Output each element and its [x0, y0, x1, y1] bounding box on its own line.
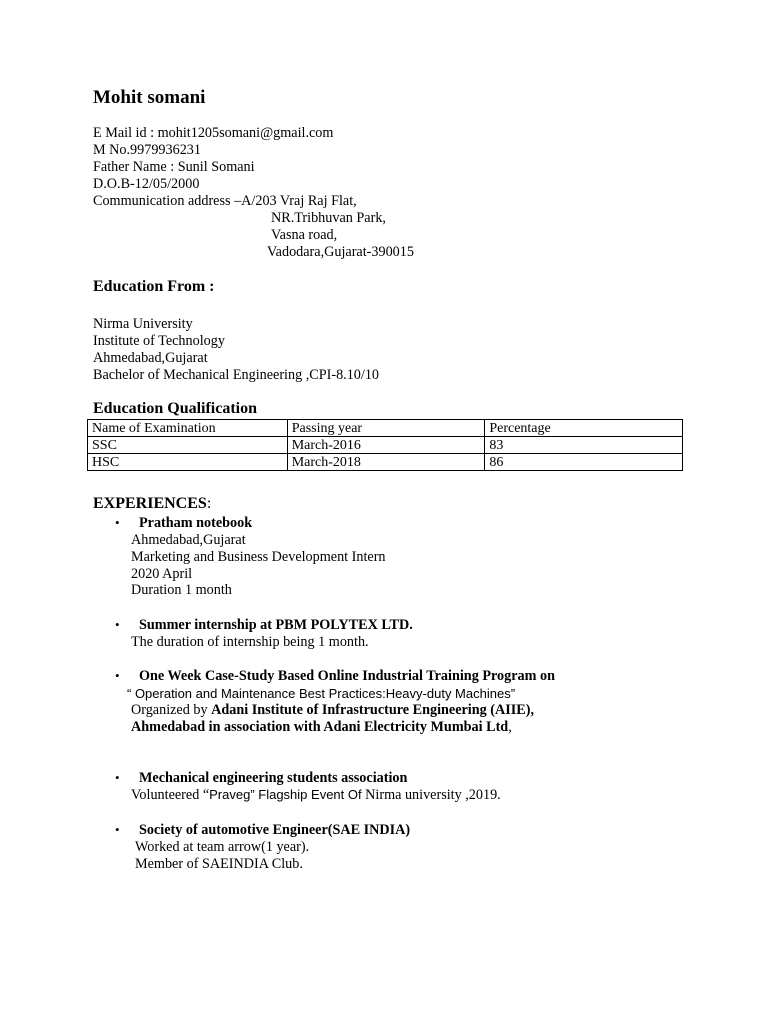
address-line-4: Vadodara,Gujarat-390015	[267, 244, 414, 260]
bullet-icon: •	[115, 822, 120, 837]
org-suffix: ,	[508, 719, 512, 735]
table-header-row	[88, 420, 683, 437]
experience-title: Mechanical engineering students association	[139, 770, 408, 786]
experience-line: The duration of internship being 1 month.	[131, 634, 369, 650]
qualification-heading: Education Qualification	[93, 400, 258, 417]
table-cell: 83	[485, 437, 683, 454]
table-row	[88, 454, 683, 471]
education-line-4: Bachelor of Mechanical Engineering ,CPI-8.10/10	[93, 367, 380, 383]
experience-org-line-2	[131, 719, 512, 736]
dob-line: D.O.B-12/05/2000	[93, 176, 200, 192]
address-line-3: Vasna road,	[271, 227, 338, 243]
experience-title: One Week Case-Study Based Online Industrial Training Program on	[139, 668, 555, 684]
experience-title: Society of automotive Engineer(SAE INDIA)	[139, 822, 411, 838]
experience-quote-line: “ Operation and Maintenance Best Practices:Heavy-duty Machines”	[127, 686, 516, 701]
email-line: E Mail id : mohit1205somani@gmail.com	[93, 125, 334, 141]
education-line-3: Ahmedabad,Gujarat	[93, 350, 208, 366]
table-cell: 86	[485, 454, 683, 471]
bullet-icon: •	[115, 617, 120, 632]
table-header-cell: Percentage	[485, 420, 683, 437]
father-name-line: Father Name : Sunil Somani	[93, 159, 255, 175]
table-row	[88, 437, 683, 454]
bullet-icon: •	[115, 515, 120, 530]
experience-line: 2020 April	[131, 566, 193, 582]
org-name: Adani Institute of Infrastructure Engineering (AIIE),	[211, 702, 535, 718]
org-name-2: Ahmedabad in association with Adani Electricity Mumbai Ltd	[131, 719, 509, 735]
table-header-cell: Passing year	[287, 420, 485, 437]
experiences-heading-colon: :	[206, 495, 212, 512]
experience-line	[131, 787, 501, 804]
education-line-2: Institute of Technology	[93, 333, 225, 349]
experiences-heading	[93, 495, 211, 513]
experience-line: Duration 1 month	[131, 582, 232, 598]
table-header-cell: Name of Examination	[88, 420, 288, 437]
experience-line: Marketing and Business Development Intern	[131, 549, 386, 565]
experience-line: Member of SAEINDIA Club.	[135, 856, 303, 872]
org-prefix: Organized by	[131, 702, 212, 718]
table-cell: March-2016	[287, 437, 485, 454]
table-cell: SSC	[88, 437, 288, 454]
experience-org-line	[131, 702, 534, 719]
table-cell: March-2018	[287, 454, 485, 471]
address-line-1: Communication address –A/203 Vraj Raj Flat,	[93, 193, 357, 209]
volunteer-event: Praveg” Flagship Event Of	[209, 787, 362, 802]
experience-line: Ahmedabad,Gujarat	[131, 532, 246, 548]
bullet-icon: •	[115, 770, 120, 785]
bullet-icon: •	[115, 668, 120, 683]
mobile-line: M No.9979936231	[93, 142, 201, 158]
experience-title: Pratham notebook	[139, 515, 253, 531]
candidate-name: Mohit somani	[93, 87, 206, 108]
education-line-1: Nirma University	[93, 316, 193, 332]
address-line-2: NR.Tribhuvan Park,	[271, 210, 386, 226]
table-cell: HSC	[88, 454, 288, 471]
experiences-heading-text: EXPERIENCES	[93, 495, 207, 512]
education-from-heading: Education From :	[93, 278, 215, 295]
volunteer-suffix: Nirma university ,2019.	[361, 787, 501, 803]
experience-title: Summer internship at PBM POLYTEX LTD.	[139, 617, 413, 633]
experience-line: Worked at team arrow(1 year).	[135, 839, 310, 855]
volunteer-prefix: Volunteered “	[131, 787, 210, 803]
qualification-table	[87, 419, 683, 471]
